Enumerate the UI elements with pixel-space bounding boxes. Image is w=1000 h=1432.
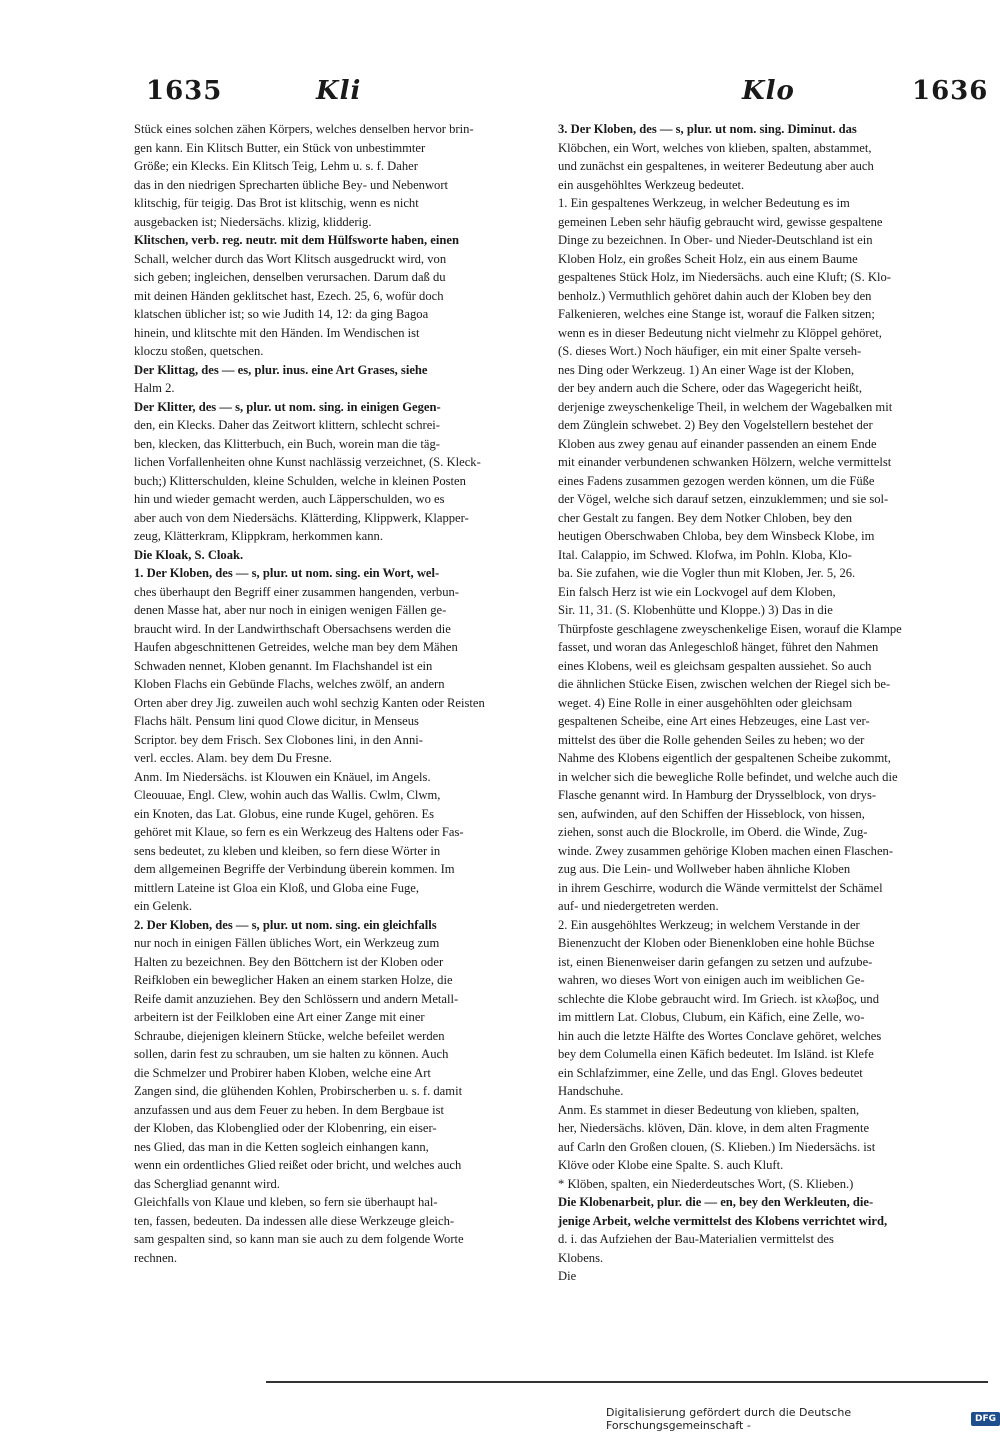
text-line: ten, fassen, bedeuten. Da indessen alle diese Werkzeuge gleich- xyxy=(134,1213,455,1228)
text-line: und zunächst ein gespaltenes, in weiterer Bedeutung aber auch xyxy=(558,159,874,173)
text-line: aber auch von dem Niedersächs. Klätterding, Klippwerk, Klapper- xyxy=(134,510,469,525)
right-column xyxy=(558,120,964,1283)
text-line: Klobens. xyxy=(558,1250,604,1265)
bottom-rule xyxy=(266,1381,988,1383)
text-line: der Vögel, welche sich darauf setzen, einzuklemmen; und sie sol- xyxy=(558,492,889,506)
text-line: der bey andern auch die Schere, oder das Wagegericht heißt, xyxy=(558,381,863,395)
text-line: klitschig, für teigig. Das Brot ist klitschig, wenn es nicht xyxy=(134,196,419,210)
text-line: Die Klobenarbeit, plur. die — en, bey den Werkleuten, die- xyxy=(558,1195,874,1209)
text-line: Dinge zu bezeichnen. In Ober- und Nieder-Deutschland ist ein xyxy=(558,233,873,247)
text-line: 3. Der Kloben, des — s, plur. ut nom. sing. Diminut. das xyxy=(558,122,857,136)
text-line: wenn es in dieser Bedeutung nicht vielmehr zu Klöppel gehöret, xyxy=(558,325,882,340)
text-line: der Kloben, das Klobenglied oder der Klobenring, ein eiser- xyxy=(134,1121,437,1135)
text-line: weget. 4) Eine Rolle in einer ausgehöhlten oder gleichsam xyxy=(558,695,853,710)
text-line: Anm. Es stammet in dieser Bedeutung von klieben, spalten, xyxy=(558,1102,860,1117)
text-line: den, ein Klecks. Daher das Zeitwort klittern, schlecht schrei- xyxy=(134,418,440,432)
text-line: ist, einen Bienenweiser darin gefangen zu setzen und aufzube- xyxy=(558,954,873,969)
text-line: Klöve oder Klobe eine Spalte. S. auch Kluft. xyxy=(558,1158,784,1172)
text-line: 1. Ein gespaltenes Werkzeug, in welcher Bedeutung es im xyxy=(558,196,850,210)
text-line: Halten zu bezeichnen. Bey den Böttchern ist der Kloben oder xyxy=(134,954,444,969)
text-line: ba. Sie zufahen, wie die Vogler thun mit Kloben, Jer. 5, 26. xyxy=(558,566,856,580)
text-line: (S. dieses Wort.) Noch häufiger, ein mit einer Spalte verseh- xyxy=(558,344,862,358)
text-line: ein ausgehöhltes Werkzeug bedeutet. xyxy=(558,177,745,192)
text-line: gen kann. Ein Klitsch Butter, ein Stück von unbestimmter xyxy=(134,140,426,155)
text-line: im mittlern Lat. Clobus, Clubum, ein Käfich, eine Zelle, wo- xyxy=(558,1010,865,1024)
text-line: bey dem Columella einen Käfich bedeutet. Im Isländ. ist Klefe xyxy=(558,1047,874,1061)
left-column xyxy=(134,120,542,1265)
text-line: eines Fadens zusammen gezogen werden können, um die Füße xyxy=(558,473,875,488)
text-line: Cleouuae, Engl. Clew, wohin auch das Wallis. Cwlm, Clwm, xyxy=(134,788,441,802)
text-line: Kloben Holz, ein großes Scheit Holz, ein aus einem Baume xyxy=(558,251,858,266)
text-line: 2. Ein ausgehöhltes Werkzeug; in welchem Verstande in der xyxy=(558,917,860,932)
page-number-right: 1636 xyxy=(912,76,989,106)
text-line: sen, aufwinden, auf den Schiffen der Hisseblock, von hissen, xyxy=(558,806,865,821)
text-line: heutigen Oberschwaben Chloba, bey dem Winsbeck Klobe, im xyxy=(558,529,875,543)
text-line: Flasche genannt wird. In Hamburg der Drysselblock, von drys- xyxy=(558,788,877,802)
text-line: hin und wieder gemacht werden, auch Läpperschulden, wo es xyxy=(134,492,445,506)
text-line: ein Knoten, das Lat. Globus, eine runde Kugel, gehören. Es xyxy=(134,806,435,821)
text-line: dem allgemeinen Begriffe der Verbindung überein kommen. Im xyxy=(134,862,455,876)
text-line: Haufen abgeschnittenen Getreides, welche man bey dem Mähen xyxy=(134,640,458,654)
text-line: Größe; ein Klecks. Ein Klitsch Teig, Lehm u. s. f. Daher xyxy=(134,159,418,173)
text-line: derjenige zweyschenkelige Theil, in welchem der Wagebalken mit xyxy=(558,399,893,414)
text-line: d. i. das Aufziehen der Bau-Materialien vermittelst des xyxy=(558,1232,834,1246)
text-line: eines Klobens, weil es gleichsam gespalten aussiehet. So auch xyxy=(558,658,872,673)
text-line: kloczu stoßen, quetschen. xyxy=(134,344,264,358)
text-line: schlechte die Klobe gebraucht wird. Im Griech. ist κλωβος, und xyxy=(558,991,880,1006)
page-header xyxy=(0,76,1000,116)
text-line: nur noch in einigen Fällen übliches Wort, ein Werkzeug zum xyxy=(134,936,440,950)
text-line: ausgebacken ist; Niedersächs. klizig, klidderig. xyxy=(134,214,372,229)
text-line: gespaltenes Stück Holz, im Niedersächs. auch eine Kluft; (S. Klo- xyxy=(558,270,891,284)
running-head-left: Kli xyxy=(316,76,362,106)
text-line: Nahme des Klobens eigentlich der gespaltenen Scheibe zukommt, xyxy=(558,751,891,765)
text-line: zeug, Klätterkram, Klippkram, herkommen kann. xyxy=(134,529,383,543)
text-line: mit einander verbundenen schwanken Hölzern, welche vermittelst xyxy=(558,455,892,469)
text-line: gespaltenen Scheibe, eine Art eines Hebzeuges, eine Last ver- xyxy=(558,714,870,728)
text-line: Ein falsch Herz ist wie ein Lockvogel auf dem Kloben, xyxy=(558,584,836,599)
text-line: auf- und niedergetreten werden. xyxy=(558,899,719,913)
text-line: benholz.) Vermuthlich gehöret dahin auch der Kloben bey den xyxy=(558,288,872,303)
text-line: Schraube, diejenigen kleinern Stücke, welche befeilet werden xyxy=(134,1028,445,1043)
text-line: sich geben; ingleichen, denselben verursachen. Darum daß du xyxy=(134,270,446,284)
text-line: in welcher sich die bewegliche Rolle befindet, und welche auch die xyxy=(558,769,898,784)
text-line: Kloben aus zwey genau auf einander passenden an einem Ende xyxy=(558,436,877,451)
text-line: in ihrem Geschirre, wodurch die Wände vermittelst der Schämel xyxy=(558,880,883,895)
text-line: Ital. Calappio, im Schwed. Klofwa, im Pohln. Kloba, Klo- xyxy=(558,547,852,562)
text-line: mittlern Lateine ist Gloa ein Kloß, und Globa eine Fuge, xyxy=(134,880,420,895)
text-line: Reife damit anzuziehen. Bey den Schlössern und andern Metall- xyxy=(134,991,459,1006)
text-line: Handschuhe. xyxy=(558,1084,624,1098)
text-line: Anm. Im Niedersächs. ist Klouwen ein Knäuel, im Angels. xyxy=(134,769,431,784)
text-line: zug aus. Die Lein- und Wollweber haben ähnliche Kloben xyxy=(558,862,851,876)
text-line: gemeinen Leben sehr häufig gebraucht wird, gewisse gespaltene xyxy=(558,214,883,229)
text-line: mit deinen Händen geklitschet hast, Ezech. 25, 6, wofür doch xyxy=(134,288,444,303)
text-line: Schwaden nennet, Kloben genannt. Im Flachshandel ist ein xyxy=(134,658,433,673)
text-line: dem Zünglein schwebet. 2) Bey den Vogelstellern bestehet der xyxy=(558,418,873,432)
text-line: Reifkloben ein beweglicher Haken an einem starken Holze, die xyxy=(134,973,453,987)
footer-credit: Digitalisierung gefördert durch die Deutsche Forschungsgemeinschaft - xyxy=(606,1406,852,1432)
text-line: lichen Vorfallenheiten ohne Kunst nachlässig verzeichnet, (S. Kleck- xyxy=(134,455,481,469)
page-number-left: 1635 xyxy=(146,76,223,106)
text-line: Klitschen, verb. reg. neutr. mit dem Hülfsworte haben, einen xyxy=(134,233,459,247)
text-line: Sir. 11, 31. (S. Klobenhütte und Kloppe.) 3) Das in die xyxy=(558,603,833,617)
text-line: die ähnlichen Stücke Eisen, zwischen welchen der Riegel sich be- xyxy=(558,677,891,691)
text-line: Schall, welcher durch das Wort Klitsch ausgedruckt wird, von xyxy=(134,251,447,266)
text-line: ben, klecken, das Klitterbuch, ein Buch, worein man die täg- xyxy=(134,436,441,451)
footer xyxy=(606,1406,1000,1432)
text-line: Die Kloak, S. Cloak. xyxy=(134,547,244,562)
text-line: hinein, und klitschte mit den Händen. Im Wendischen ist xyxy=(134,325,420,340)
text-line: Falkenieren, welches eine Stange ist, worauf die Falken sitzen; xyxy=(558,307,875,321)
text-line: wahren, wo dieses Wort von einigen auch im weiblichen Ge- xyxy=(558,973,865,987)
text-line: cher Gestalt zu fangen. Bey dem Notker Chloben, bey den xyxy=(558,510,853,525)
text-line: jenige Arbeit, welche vermittelst des Klobens verrichtet wird, xyxy=(558,1213,888,1228)
text-line: sens bedeutet, zu kleben und kleiben, so fern diese Wörter in xyxy=(134,843,441,858)
text-line: Halm 2. xyxy=(134,381,175,395)
text-line: Klöbchen, ein Wort, welches von klieben, spalten, abstammet, xyxy=(558,140,872,155)
text-line: Der Klitter, des — s, plur. ut nom. sing. in einigen Gegen- xyxy=(134,399,441,414)
text-line: die Schmelzer und Probirer haben Kloben, welche eine Art xyxy=(134,1065,431,1080)
text-line: gehöret mit Klaue, so fern es ein Werkzeug des Haltens oder Fas- xyxy=(134,825,464,839)
text-line: mittelst des über die Rolle gehenden Seiles zu heben; wo der xyxy=(558,732,865,747)
text-line: ein Gelenk. xyxy=(134,899,193,913)
text-line: anzufassen und aus dem Feuer zu heben. In dem Bergbaue ist xyxy=(134,1102,444,1117)
text-line: sollen, darin fest zu schrauben, um sie halten zu können. Auch xyxy=(134,1047,449,1061)
text-line: Die xyxy=(558,1269,577,1283)
text-line: nes Glied, das man in die Ketten sogleich einhangen kann, xyxy=(134,1139,429,1154)
text-line: sam gespalten sind, so kann man sie auch zu dem folgende Worte xyxy=(134,1232,464,1246)
text-line: auf Carln den Großen clouen, (S. Klieben.) Im Niedersächs. ist xyxy=(558,1139,876,1154)
text-line: Bienenzucht der Kloben oder Bienenkloben eine hohle Büchse xyxy=(558,936,875,950)
text-line: ziehen, sonst auch die Blockrolle, im Oberd. die Winde, Zug- xyxy=(558,825,868,839)
text-line: Der Klittag, des — es, plur. inus. eine Art Grases, siehe xyxy=(134,362,428,377)
text-line: das in den niedrigen Sprecharten übliche Bey- und Nebenwort xyxy=(134,177,449,192)
text-line: denen Masse hat, aber nur noch in einigen wenigen Fällen ge- xyxy=(134,603,447,617)
running-head-right: Klo xyxy=(742,76,795,106)
text-line: Orten aber drey Jig. zuweilen auch wohl sechzig Kanten oder Reisten xyxy=(134,695,485,710)
text-line: rechnen. xyxy=(134,1250,178,1265)
text-line: winde. Zwey zusammen gehörige Kloben machen einen Flaschen- xyxy=(558,843,894,858)
text-line: klatschen üblicher ist; so wie Judith 14, 12: da ging Bagoa xyxy=(134,307,429,321)
text-line: das Schergliad genannt wird. xyxy=(134,1176,280,1191)
text-line: fasset, und woran das Anlegeschloß hänget, führet den Nahmen xyxy=(558,640,879,654)
text-line: verl. eccles. Alam. bey dem Du Fresne. xyxy=(134,751,332,765)
text-line: Stück eines solchen zähen Körpers, welches denselben hervor brin- xyxy=(134,122,474,136)
text-line: 2. Der Kloben, des — s, plur. ut nom. sing. ein gleichfalls xyxy=(134,917,437,932)
text-line: braucht wird. In der Landwirthschaft Obersachsens werden die xyxy=(134,621,451,636)
text-line: * Klöben, spalten, ein Niederdeutsches Wort, (S. Klieben.) xyxy=(558,1176,854,1191)
text-line: hin auch die letzte Hälfte des Wortes Conclave gehöret, welches xyxy=(558,1028,882,1043)
text-line: her, Niedersächs. klöven, Dän. klove, in dem alten Fragmente xyxy=(558,1121,870,1135)
text-line: ches überhaupt den Begriff einer zusammen hangenden, verbun- xyxy=(134,584,459,599)
text-line: ein Schlafzimmer, eine Zelle, und das Engl. Gloves bedeutet xyxy=(558,1065,863,1080)
text-line: Kloben Flachs ein Gebünde Flachs, welches zwölf, an andern xyxy=(134,677,445,691)
dfg-logo-icon: DFG xyxy=(971,1412,1000,1426)
text-line: Thürpfoste geschlagene zweyschenkelige Eisen, worauf die Klampe xyxy=(558,621,902,636)
text-line: arbeitern ist der Feilkloben eine Art einer Zange mit einer xyxy=(134,1010,425,1024)
text-line: Zangen sind, die glühenden Kohlen, Probirscherben u. s. f. damit xyxy=(134,1084,463,1098)
text-line: Gleichfalls von Klaue und kleben, so fern sie überhaupt hal- xyxy=(134,1195,438,1209)
text-line: Flachs hält. Pensum lini quod Clowe dicitur, in Menseus xyxy=(134,714,419,728)
text-line: wenn ein ordentliches Glied reißet oder bricht, und welches auch xyxy=(134,1158,462,1172)
text-line: 1. Der Kloben, des — s, plur. ut nom. sing. ein Wort, wel- xyxy=(134,566,440,580)
text-line: nes Ding oder Werkzeug. 1) An einer Wage ist der Kloben, xyxy=(558,362,855,377)
text-line: buch;) Klitterschulden, kleine Schulden, welche in kleinen Posten xyxy=(134,473,466,488)
text-line: Scriptor. bey dem Frisch. Sex Clobones lini, in den Anni- xyxy=(134,732,423,747)
